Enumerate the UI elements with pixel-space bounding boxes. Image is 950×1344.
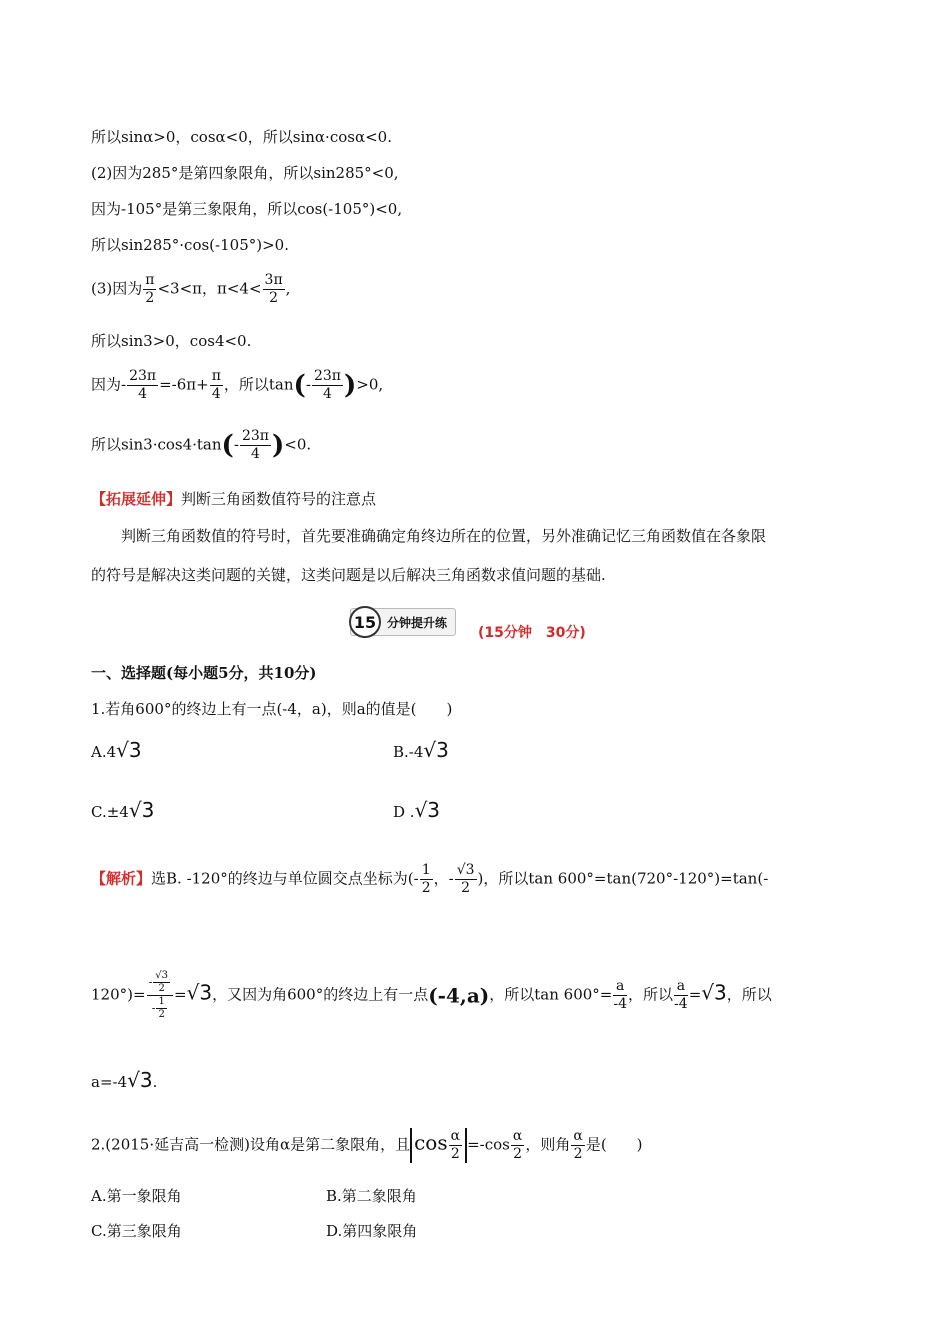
question-stem: 1.若角600°的终边上有一点(-4，a)，则a的值是( ) (91, 700, 453, 718)
solution-line: 【解析】选B. -120°的终边与单位圆交点坐标为(- $\frac{1}{2}$ ，- $\frac{√3}{2}$ )，所以tan 600°=tan(720°-120°)=tan(- (91, 862, 769, 896)
section-title: 一、选择题(每小题5分，共10分) (91, 664, 317, 682)
extension-paragraph: 判断三角函数值的符号时，首先要准确确定角终边所在的位置，另外准确记忆三角函数值在各象限 (121, 527, 767, 545)
fraction: $\frac{\pi}{4}$ (211, 368, 221, 402)
option-c: C.±4√3 (91, 798, 155, 822)
option-d: D.第四象限角 (326, 1222, 418, 1240)
extension-paragraph: 的符号是解决这类问题的关键，这类问题是以后解决三角函数求值问题的基础. (91, 566, 606, 584)
compound-fraction: - $\frac{√3}{2}$ - $\frac{1}{2}$ (147, 970, 173, 1021)
option-c: C.第三象限角 (91, 1222, 182, 1240)
badge-box (350, 608, 456, 636)
badge-score: (15分钟 30分) (478, 625, 586, 641)
option-b: B.第二象限角 (326, 1187, 417, 1205)
option-d: D .√3 (393, 798, 441, 822)
question-stem: 2.(2015·延吉高一检测)设角α是第二象限角，且 cos $\frac{\alpha}{2}$ =-cos $\frac{\alpha}{2}$ ，则角 $\frac{\alpha}{2}$ 是( ) (91, 1128, 643, 1162)
text-line: 所以sinα>0，cosα<0，所以sinα·cosα<0. (91, 128, 392, 146)
option-b: B.-4√3 (393, 738, 449, 762)
solution-line: 120°)= - $\frac{√3}{2}$ - $\frac{1}{2}$ =√3，又因为角600°的终边上有一点(-4,a)，所以tan 600°= $\frac{a}{-4}$ ，所以 $\frac{a}{-4}$ =√3，所以 (91, 970, 772, 1020)
fraction: $\frac{23\pi}{4}$ (313, 368, 341, 402)
solution-line: a=-4√3. (91, 1068, 158, 1092)
extension-heading: 【拓展延伸】判断三角函数值符号的注意点 (91, 490, 377, 508)
fraction: $\frac{√3}{2}$ (456, 862, 475, 896)
fraction: $\frac{23\pi}{4}$ (129, 368, 157, 402)
option-a: A.第一象限角 (91, 1187, 182, 1205)
fraction: $\frac{23\pi}{4}$ (241, 428, 269, 462)
option-a: A.4√3 (91, 738, 142, 762)
fraction: $\frac{1}{2}$ (421, 862, 431, 896)
fraction: $\frac{3\pi}{2}$ (264, 272, 283, 306)
fraction: $\frac{a}{-4}$ (613, 978, 628, 1012)
badge-label: 分钟提升练 (387, 615, 448, 630)
badge-number: 15 (349, 606, 381, 638)
fraction: $\frac{\alpha}{2}$ (512, 1128, 523, 1162)
text-line: 因为-105°是第三象限角，所以cos(-105°)<0, (91, 200, 403, 218)
text-line: (2)因为285°是第四象限角，所以sin285°<0, (91, 164, 399, 182)
text-line: (3)因为 $\frac{\pi}{2}$ <3<π，π<4< $\frac{3\pi}{2}$ , (91, 272, 291, 306)
text-line: 所以sin285°·cos(-105°)>0. (91, 236, 289, 254)
text-line: 因为- $\frac{23\pi}{4}$ =-6π+ $\frac{\pi}{4}$ ，所以tan(- $\frac{23\pi}{4}$ )>0, (91, 368, 384, 402)
fraction: $\frac{a}{-4}$ (674, 978, 688, 1012)
text-line: 所以sin3·cos4·tan(- $\frac{23\pi}{4}$ )<0. (91, 428, 312, 462)
section-badge (350, 602, 586, 642)
fraction: $\frac{\pi}{2}$ (145, 272, 155, 306)
fraction: $\frac{\alpha}{2}$ (573, 1128, 583, 1162)
text-line: 所以sin3>0，cos4<0. (91, 332, 252, 350)
